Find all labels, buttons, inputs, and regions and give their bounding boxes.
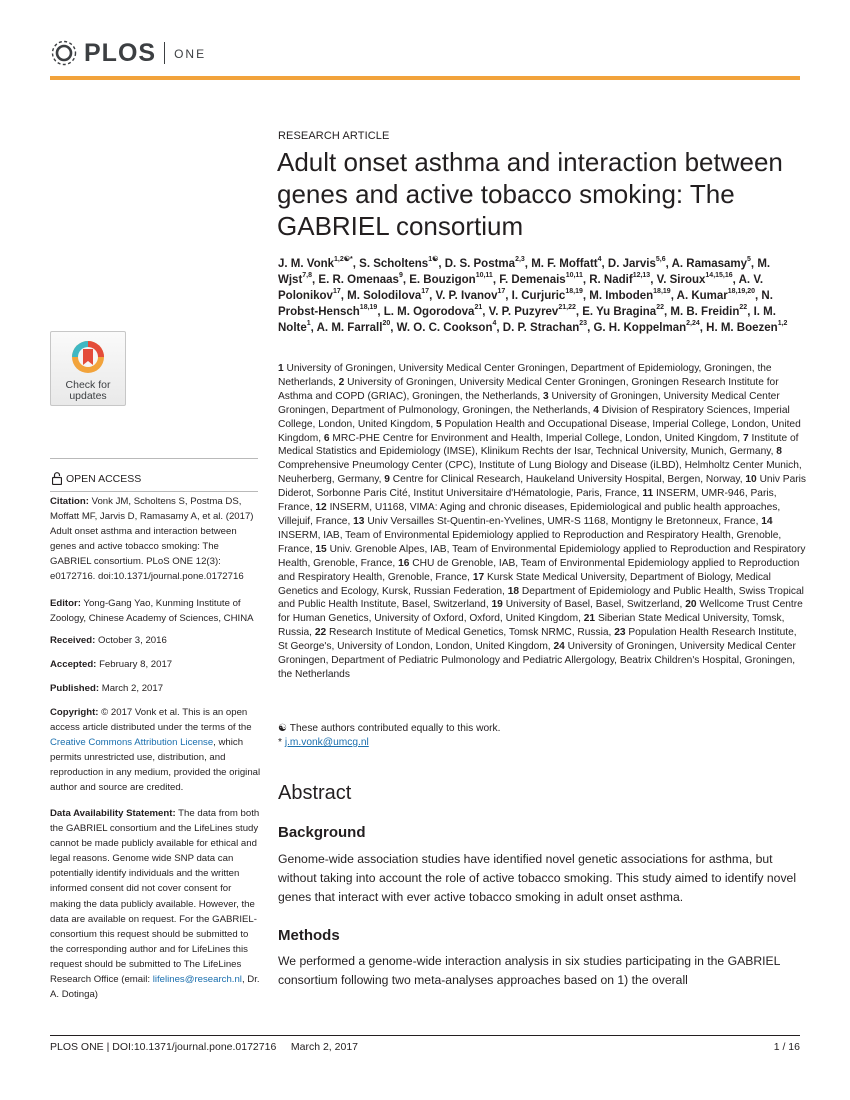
author-affiliation-marker: 18,19	[565, 288, 583, 296]
received-block	[50, 633, 262, 648]
author-list	[278, 256, 808, 336]
author-separator: ,	[664, 306, 671, 318]
author-separator: ,	[429, 290, 436, 302]
received-date: October 3, 2016	[98, 635, 167, 646]
author-affiliation-marker: 5	[747, 256, 751, 264]
affiliation-text: University of Groningen, University Medical Center Groningen, Groningen Research Institute for Asthma and COPD (GRIAC), Groningen, the Netherlands,	[278, 376, 779, 402]
affiliation-text: University of Basel, Basel, Switzerland,	[505, 599, 683, 611]
author-separator: ,	[492, 274, 500, 286]
data-availability-block	[50, 806, 262, 1002]
author-name: N. Probst-Hensch	[278, 290, 773, 318]
affiliation-number: 1	[278, 363, 284, 374]
author-name: M. Imboden	[589, 290, 654, 302]
author-separator: ,	[732, 274, 739, 286]
footer-rule	[50, 1035, 800, 1036]
author-affiliation-marker: 5,6	[655, 256, 666, 264]
author-name: V. Siroux	[656, 274, 706, 286]
author-separator: ,	[505, 290, 512, 302]
check-for-updates-button[interactable]	[50, 331, 126, 406]
author-separator: ,	[587, 322, 594, 334]
author-affiliation-marker: 18,19	[359, 304, 378, 312]
published-date: March 2, 2017	[101, 683, 164, 694]
affiliation-text: University of Groningen, University Medical Center Groningen, Department of Pediatric Pulmonology and Pediatric Allergology, Beatrix Children's Hospital, Groningen, the Netherlands	[278, 641, 796, 680]
author-separator: ,	[601, 258, 608, 270]
author-name: M. F. Moffatt	[531, 258, 598, 270]
copyright-label: Copyright:	[50, 707, 99, 718]
author-separator: ,	[340, 290, 348, 302]
affiliation-text: Division of Respiratory Sciences, Imperial College, London, United Kingdom,	[278, 404, 790, 430]
author-notes	[278, 722, 798, 750]
author-separator: ,	[377, 306, 384, 318]
author-name: H. M. Boezen	[706, 322, 778, 334]
abstract-heading: Abstract	[278, 782, 352, 804]
author-separator: ,	[390, 322, 397, 334]
equal-contribution-note: ☯ These authors contributed equally to this work.	[278, 723, 501, 734]
open-access-label: OPEN ACCESS	[66, 472, 142, 485]
affiliation-text: University of Groningen, University Medical Center Groningen, Department of Pulmonology, Groningen, the Netherlands,	[278, 390, 780, 416]
logo-journal: ONE	[174, 47, 207, 61]
affiliation-number: 21	[583, 613, 596, 625]
author-name: V. P. Puzyrev	[488, 306, 559, 318]
published-block	[50, 681, 262, 696]
affiliation-number: 18	[507, 585, 520, 597]
license-link[interactable]: Creative Commons Attribution License	[50, 737, 214, 749]
author-separator: ,	[402, 274, 410, 286]
sidebar-rule-mid	[50, 491, 258, 492]
author-affiliation-marker: 1☯	[428, 256, 439, 264]
author-name: A. Kumar	[676, 290, 728, 302]
editor-block	[50, 596, 262, 626]
author-affiliation-marker: 22	[656, 304, 664, 312]
affiliation-text: Univ. Grenoble Alpes, IAB, Team of Environmental Epidemiology applied to Reproduction and Respiratory Health, Grenoble, France,	[278, 543, 806, 569]
published-label: Published:	[50, 683, 100, 694]
citation-block	[50, 494, 262, 585]
affiliation-number: 7	[742, 432, 749, 444]
citation-label: Citation:	[50, 496, 89, 507]
affiliation-text: Institute of Medical Statistics and Epidemiology (IMSE), Klinikum Rechts der Isar, Technical University, Munich, Germany,	[278, 432, 799, 458]
author-affiliation-marker: 17	[421, 288, 430, 296]
affiliation-number: 10	[745, 474, 757, 486]
affiliation-text: Centre for Clinical Research, Haukeland University Hospital, Bergen, Norway,	[392, 474, 743, 486]
author-affiliation-marker: 10,11	[565, 272, 583, 280]
author-affiliation-marker: 10,11	[475, 272, 493, 280]
author-affiliation-marker: 1	[306, 320, 311, 328]
author-name: M. Wjst	[278, 258, 771, 286]
author-separator: ,	[482, 306, 489, 318]
author-separator: ,	[650, 274, 657, 286]
editor-label: Editor:	[50, 598, 81, 609]
affiliation-text: University of Groningen, University Medical Center Groningen, Department of Epidemiology, Groningen, the Netherlands,	[278, 363, 772, 388]
lifelines-email-link[interactable]: lifelines@research.nl	[152, 974, 242, 986]
received-label: Received:	[50, 635, 96, 646]
author-separator: ,	[747, 306, 754, 318]
author-affiliation-marker: 23	[579, 320, 588, 328]
affiliation-text: CHU de Grenoble, IAB, Team of Environmental Epidemiology applied to Reproduction and Respiratory Health, Grenoble, France,	[278, 557, 800, 583]
copyright-block	[50, 705, 262, 796]
author-separator: ,	[575, 306, 583, 318]
page-number: 1 / 16	[773, 1041, 800, 1053]
affiliation-number: 9	[384, 474, 390, 486]
footer-citation: PLOS ONE | DOI:10.1371/journal.pone.0172716 March 2, 2017	[50, 1041, 359, 1053]
affiliation-text: Univ Versailles St-Quentin-en-Yvelines, UMR-S 1168, Montigny le Bretonneux, France,	[367, 515, 759, 527]
affiliation-text: Population Health Research Institute, St George's, University of London, London, United Kingdom,	[278, 627, 797, 653]
author-name: I. M. Nolte	[278, 306, 776, 334]
affiliation-number: 4	[593, 404, 599, 416]
author-affiliation-marker: 17	[497, 288, 506, 296]
check-updates-icon	[70, 339, 106, 377]
background-heading: Background	[278, 824, 366, 841]
logo-divider	[164, 42, 165, 64]
author-name: F. Demenais	[499, 274, 566, 286]
affiliation-number: 20	[685, 599, 697, 611]
open-lock-icon	[52, 472, 62, 485]
affiliation-text: Univ Paris Diderot, Sorbonne Paris Cité, Institut Universitaire d'Hématologie, Paris, France,	[278, 474, 806, 500]
author-affiliation-marker: 2,3	[515, 256, 525, 264]
author-affiliation-marker: 20	[382, 320, 391, 328]
corresponding-symbol: *	[278, 737, 282, 748]
author-separator: ,	[524, 258, 532, 270]
affiliation-number: 2	[338, 376, 345, 388]
affiliation-text: Siberian State Medical University, Tomsk, Russia,	[278, 613, 785, 639]
affiliation-number: 11	[642, 488, 654, 500]
author-separator: ,	[438, 258, 445, 270]
citation-text: Vonk JM, Scholtens S, Postma DS, Moffatt MF, Jarvis D, Ramasamy A, et al. (2017) Adult onset asthma and interaction between genes and active tobacco smoking: The GABRIEL consortium. PLoS ONE 12(3): e0172716. doi:10.1371/journal.pone.0172716	[50, 496, 254, 583]
affiliation-number: 12	[315, 502, 327, 514]
author-affiliation-marker: 12,13	[632, 272, 651, 280]
author-name: I. Curjuric	[511, 290, 566, 302]
author-name: G. H. Koppelman	[593, 322, 687, 334]
affiliation-number: 13	[353, 515, 365, 527]
data-availability-tail: , Dr. A. Dotinga)	[50, 974, 260, 1001]
data-availability-label: Data Availability Statement:	[50, 808, 176, 819]
data-availability-text: The data from both the GABRIEL consortium and the LifeLines study cannot be made publicly available for ethical and legal reasons. Genome wide SNP data can potentially identify individuals and the written informed consent did not cover consent for making the data publicly available. However, the data are available on request. For the GABRIEL-consortium this request should be submitted to the corresponding author and for LifeLines this request should be submitted to The LifeLines Research Office (email:	[50, 808, 260, 986]
affiliation-number: 24	[553, 641, 565, 653]
affiliation-text: INSERM, IAB, Team of Environmental Epidemiology applied to Reproduction and Respiratory Health, Grenoble, France,	[278, 529, 782, 555]
affiliation-text: Department of Epidemiology and Public Health, Swiss Tropical and Public Health Institute, Basel, Switzerland,	[278, 585, 804, 611]
author-separator: ,	[310, 322, 317, 334]
author-separator: ,	[699, 322, 707, 334]
affiliation-number: 22	[314, 627, 327, 639]
author-separator: ,	[582, 290, 590, 302]
check-updates-label: Check for updates	[65, 379, 111, 402]
methods-text: We performed a genome-wide interaction analysis in six studies participating in the GABRIEL consortium following two meta-analyses approaches based on 1) the overall	[278, 954, 780, 987]
plos-logo-icon	[50, 39, 78, 67]
author-affiliation-marker: 14,15,16	[705, 272, 733, 280]
copyright-text-post: , which permits unrestricted use, distribution, and reproduction in any medium, provided the original author and source are credited.	[50, 737, 261, 794]
author-affiliation-marker: 4	[597, 256, 602, 264]
affiliation-number: 8	[776, 446, 782, 458]
sidebar-rule-top	[50, 458, 258, 459]
background-text: Genome-wide association studies have identified novel genetic associations for asthma, but without taking into account the role of active tobacco smoking. This study aimed to identify novel genes that interact with ever active tobacco smoking in adult onset asthma.	[278, 852, 797, 904]
author-separator: ,	[582, 274, 590, 286]
affiliation-text: Population Health and Occupational Disease, Imperial College, London, United Kingdom,	[278, 418, 801, 444]
author-name: W. O. C. Cookson	[396, 322, 493, 334]
corresponding-note	[278, 736, 798, 750]
author-separator: ,	[496, 322, 503, 334]
author-separator: ,	[750, 258, 758, 270]
affiliation-number: 17	[472, 571, 485, 583]
accepted-block	[50, 657, 262, 672]
affiliation-number: 14	[761, 515, 773, 527]
header-rule	[50, 76, 800, 80]
author-name: A. Ramasamy	[671, 258, 748, 270]
affiliation-text: MRC-PHE Centre for Environment and Health, Imperial College, London, United Kingdom,	[332, 432, 741, 444]
author-name: A. M. Farrall	[316, 322, 383, 334]
author-affiliation-marker: 4	[492, 320, 497, 328]
author-affiliation-marker: 1,2	[777, 320, 788, 328]
affiliation-number: 5	[436, 418, 442, 430]
corresponding-email-link[interactable]: j.m.vonk@umcg.nl	[284, 737, 369, 748]
author-name: L. M. Ogorodova	[383, 306, 475, 318]
affiliation-text: Comprehensive Pneumology Center (CPC), Institute of Lung Biology and Disease (iLBD), Helmholtz Center Munich, Neuherberg, Germany,	[278, 460, 802, 486]
affiliation-text: Research Institute of Medical Genetics, Tomsk NRMC, Russia,	[329, 627, 612, 639]
author-name: M. B. Freidin	[670, 306, 740, 318]
author-name: D. S. Postma	[444, 258, 516, 270]
affiliation-number: 23	[614, 627, 626, 639]
author-affiliation-marker: 18,19,20	[727, 288, 756, 296]
author-name: E. Bouzigon	[409, 274, 476, 286]
author-separator: ,	[665, 258, 672, 270]
article-type: RESEARCH ARTICLE	[278, 130, 390, 142]
author-name: V. P. Ivanov	[435, 290, 498, 302]
author-separator: ,	[312, 274, 319, 286]
author-name: J. M. Vonk	[278, 258, 335, 270]
author-affiliation-marker: 21	[474, 304, 483, 312]
affiliation-number: 6	[323, 432, 330, 444]
affiliation-text: INSERM, UMR-946, Paris, France,	[278, 488, 777, 514]
author-affiliation-marker: 22	[739, 304, 748, 312]
plos-one-logo	[50, 36, 206, 70]
affiliation-number: 19	[491, 599, 503, 611]
author-name: A. V. Polonikov	[278, 274, 764, 302]
author-name: D. Jarvis	[607, 258, 656, 270]
author-affiliation-marker: 21,22	[558, 304, 576, 312]
open-access-badge	[52, 472, 141, 485]
logo-wordmark: PLOS	[84, 38, 157, 67]
affiliation-text: Kursk State Medical University, Department of Biology, Medical Genetics and Ecology, Kursk, Russian Federation,	[278, 571, 771, 597]
author-name: S. Scholtens	[359, 258, 429, 270]
affiliation-number: 16	[398, 557, 410, 569]
affiliation-number: 3	[543, 390, 549, 402]
article-title: Adult onset asthma and interaction between genes and active tobacco smoking: The GABRIEL consortium	[277, 147, 783, 241]
affiliation-text: INSERM, U1168, VIMA: Aging and chronic diseases, Epidemiological and public health approaches, Villejuif, France,	[278, 502, 781, 527]
accepted-date: February 8, 2017	[99, 659, 173, 670]
author-name: R. Nadif	[589, 274, 633, 286]
editor-text: Yong-Gang Yao, Kunming Institute of Zoology, Chinese Academy of Sciences, CHINA	[50, 598, 254, 625]
affiliations	[278, 362, 808, 682]
affiliation-text: Wellcome Trust Centre for Human Genetics, University of Oxford, Oxford, United Kingdom,	[278, 599, 803, 625]
author-name: M. Solodilova	[347, 290, 422, 302]
author-affiliation-marker: 18,19	[653, 288, 671, 296]
copyright-text-pre: © 2017 Vonk et al. This is an open access article distributed under the terms of the	[50, 707, 252, 734]
author-separator: ,	[755, 290, 762, 302]
author-affiliation-marker: 7,8	[302, 272, 313, 280]
author-separator: ,	[352, 258, 360, 270]
author-affiliation-marker: 1,2☯*	[334, 256, 353, 264]
accepted-label: Accepted:	[50, 659, 97, 670]
author-affiliation-marker: 2,24	[686, 320, 700, 328]
author-name: D. P. Strachan	[502, 322, 580, 334]
author-affiliation-marker: 9	[398, 272, 403, 280]
affiliation-number: 15	[315, 543, 327, 555]
methods-heading: Methods	[278, 927, 340, 944]
author-name: E. Yu Bragina	[582, 306, 657, 318]
author-affiliation-marker: 17	[332, 288, 341, 296]
author-name: E. R. Omenaas	[318, 274, 399, 286]
author-separator: ,	[670, 290, 677, 302]
